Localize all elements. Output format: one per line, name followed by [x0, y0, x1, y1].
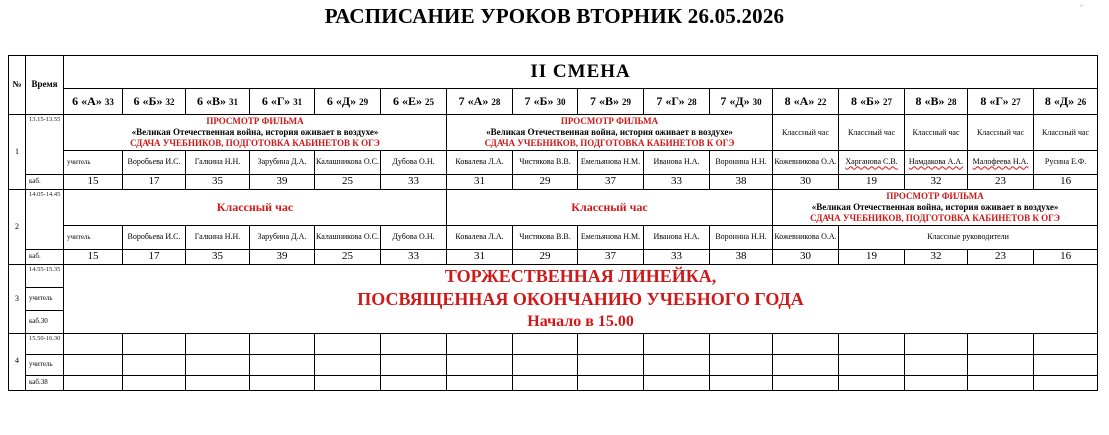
- teacher-label: учитель: [26, 354, 64, 375]
- lesson-number: 4: [9, 333, 26, 390]
- teacher-cell: Дубова О.Н.: [381, 226, 447, 250]
- class-room: 33: [104, 97, 114, 108]
- room-cell: 19: [839, 175, 905, 190]
- empty-cell: [513, 354, 578, 375]
- class-room: 27: [882, 97, 892, 108]
- empty-cell: [123, 333, 186, 354]
- class-name: 8 «А»: [784, 94, 815, 109]
- room-cell: 37: [578, 250, 644, 265]
- class-header: [381, 89, 447, 115]
- film-title: ПРОСМОТР ФИЛЬМА: [560, 115, 659, 126]
- room-cell: 15: [64, 175, 123, 190]
- teacher-cell: Воронина Н.Н.: [710, 151, 773, 175]
- ceremony-line-2: ПОСВЯЩЕННАЯ ОКОНЧАНИЮ УЧЕБНОГО ГОДА: [357, 289, 804, 310]
- room-label: каб.: [26, 175, 64, 190]
- empty-cell: [839, 333, 905, 354]
- room-cell: 19: [839, 250, 905, 265]
- empty-cell: [64, 375, 123, 390]
- empty-cell: [1034, 375, 1098, 390]
- class-name: 6 «Б»: [133, 94, 163, 109]
- class-leaders-cell: Классные руководители: [839, 226, 1098, 250]
- empty-cell: [250, 354, 315, 375]
- class-room: 29: [359, 97, 369, 108]
- film-name: «Великая Отечественная война, история оживает в воздухе»: [131, 126, 379, 137]
- empty-cell: [773, 375, 839, 390]
- empty-cell: [64, 333, 123, 354]
- empty-cell: [123, 375, 186, 390]
- empty-cell: [315, 375, 381, 390]
- teacher-cell: Зарубина Д.А.: [250, 151, 315, 175]
- empty-cell: [578, 375, 644, 390]
- class-name: 7 «Г»: [656, 94, 685, 109]
- teacher-cell: Галкина Н.Н.: [186, 226, 250, 250]
- teacher-cell: Малофеева Н.А.: [968, 151, 1034, 175]
- empty-cell: [381, 375, 447, 390]
- class-header: [186, 89, 250, 115]
- teacher-cell: Кожевникова О.А.: [773, 151, 839, 175]
- room-cell: 39: [250, 250, 315, 265]
- teacher-cell: Иванова Н.А.: [644, 226, 710, 250]
- class-name: 7 «В»: [589, 94, 619, 109]
- class-hour-cell: Классный час: [839, 115, 905, 151]
- empty-cell: [381, 354, 447, 375]
- schedule-table: [8, 55, 1098, 391]
- room-cell: 29: [513, 175, 578, 190]
- class-hour-block-6: Классный час: [64, 190, 447, 226]
- empty-cell: [905, 333, 968, 354]
- room-cell: 25: [315, 250, 381, 265]
- class-header: [968, 89, 1034, 115]
- class-header: [123, 89, 186, 115]
- ceremony-block: [64, 265, 1098, 334]
- class-name: 7 «Б»: [524, 94, 554, 109]
- shift-header: II СМЕНА: [64, 56, 1098, 89]
- class-room: 28: [491, 97, 501, 108]
- room-cell: 30: [773, 175, 839, 190]
- class-name: 8 «Б»: [851, 94, 880, 109]
- ceremony-line-1: ТОРЖЕСТВЕННАЯ ЛИНЕЙКА,: [444, 266, 717, 286]
- teacher-cell: Чистякова В.В.: [513, 151, 578, 175]
- room-cell: 25: [315, 175, 381, 190]
- room-cell: 39: [250, 175, 315, 190]
- lesson-time: 13.15-13.55: [26, 115, 64, 175]
- teacher-cell: Калашникова О.С.: [315, 226, 381, 250]
- teacher-cell: Калашникова О.С.: [315, 151, 381, 175]
- empty-cell: [968, 354, 1034, 375]
- class-name: 8 «В»: [915, 94, 945, 109]
- empty-cell: [839, 354, 905, 375]
- room-cell: 38: [710, 250, 773, 265]
- lesson-number: 3: [9, 265, 26, 334]
- empty-cell: [186, 375, 250, 390]
- film-event-7: [447, 115, 773, 151]
- teacher-cell: Намдакова А.А.: [905, 151, 968, 175]
- room-cell: 33: [381, 175, 447, 190]
- teacher-label: учитель: [64, 151, 123, 175]
- room-cell: 35: [186, 250, 250, 265]
- room-label: каб.: [26, 250, 64, 265]
- class-name: 6 «Д»: [326, 94, 357, 109]
- empty-cell: [447, 375, 513, 390]
- teacher-cell: Чистякова В.В.: [513, 226, 578, 250]
- class-room: 25: [425, 97, 434, 108]
- empty-cell: [1034, 333, 1098, 354]
- room-cell: 23: [968, 250, 1034, 265]
- class-name: 6 «Г»: [261, 94, 291, 109]
- class-header: [710, 89, 773, 115]
- room-label: каб.30: [26, 310, 64, 333]
- teacher-cell: Харганова С.В.: [839, 151, 905, 175]
- teacher-cell: Русина Е.Ф.: [1034, 151, 1098, 175]
- lesson-number: 2: [9, 190, 26, 265]
- room-label: каб.38: [26, 375, 64, 390]
- class-header: [513, 89, 578, 115]
- lesson-time: 15.50-16.30: [26, 333, 64, 354]
- room-cell: 32: [905, 175, 968, 190]
- film-name: «Великая Отечественная война, история оживает в воздухе»: [486, 126, 733, 137]
- empty-cell: [644, 375, 710, 390]
- ceremony-start: Начало в 15.00: [527, 312, 634, 330]
- room-cell: 16: [1034, 250, 1098, 265]
- teacher-cell: Иванова Н.А.: [644, 151, 710, 175]
- class-hour-cell: Классный час: [968, 115, 1034, 151]
- empty-cell: [186, 354, 250, 375]
- class-room: 31: [229, 97, 238, 108]
- empty-cell: [315, 333, 381, 354]
- class-room: 32: [165, 97, 175, 108]
- class-room: 28: [687, 97, 697, 108]
- class-room: 29: [622, 97, 631, 108]
- class-room: 27: [1011, 97, 1021, 108]
- empty-cell: [64, 354, 123, 375]
- teacher-cell: Воронина Н.Н.: [710, 226, 773, 250]
- class-hour-block-7: Классный час: [447, 190, 773, 226]
- film-task: СДАЧА УЧЕБНИКОВ, ПОДГОТОВКА КАБИНЕТОВ К ОГЭ: [484, 138, 735, 149]
- class-name: 6 «А»: [72, 94, 102, 109]
- empty-cell: [250, 375, 315, 390]
- teacher-cell: Емельянова Н.М.: [578, 226, 644, 250]
- empty-cell: [447, 354, 513, 375]
- room-cell: 35: [186, 175, 250, 190]
- room-cell: 33: [644, 250, 710, 265]
- teacher-label: учитель: [26, 287, 64, 310]
- class-hour-cell: Классный час: [905, 115, 968, 151]
- empty-cell: [968, 375, 1034, 390]
- room-cell: 17: [123, 175, 186, 190]
- empty-cell: [578, 354, 644, 375]
- teacher-cell: Емельянова Н.М.: [578, 151, 644, 175]
- class-name: 7 «Д»: [720, 94, 750, 109]
- film-task: СДАЧА УЧЕБНИКОВ, ПОДГОТОВКА КАБИНЕТОВ К ОГЭ: [810, 213, 1060, 224]
- room-cell: 31: [447, 175, 513, 190]
- film-event-8: [773, 190, 1098, 226]
- class-header: [250, 89, 315, 115]
- room-cell: 30: [773, 250, 839, 265]
- class-hour-cell: Классный час: [773, 115, 839, 151]
- empty-cell: [839, 375, 905, 390]
- teacher-cell: Кожевникова О.А.: [773, 226, 839, 250]
- room-cell: 29: [513, 250, 578, 265]
- empty-cell: [968, 333, 1034, 354]
- number-header: №: [9, 56, 26, 115]
- room-cell: 16: [1034, 175, 1098, 190]
- room-cell: 31: [447, 250, 513, 265]
- empty-cell: [1034, 354, 1098, 375]
- empty-cell: [773, 354, 839, 375]
- room-cell: 32: [905, 250, 968, 265]
- teacher-label: учитель: [64, 226, 123, 250]
- class-name: 6 «В»: [196, 94, 226, 109]
- class-hour-cell: Классный час: [1034, 115, 1098, 151]
- empty-cell: [710, 333, 773, 354]
- room-cell: 33: [644, 175, 710, 190]
- page-title: РАСПИСАНИЕ УРОКОВ ВТОРНИК 26.05.2026: [324, 4, 785, 28]
- film-task: СДАЧА УЧЕБНИКОВ, ПОДГОТОВКА КАБИНЕТОВ К ОГЭ: [130, 138, 380, 149]
- class-room: 26: [1077, 97, 1087, 108]
- class-name: 8 «Д»: [1044, 94, 1075, 109]
- empty-cell: [123, 354, 186, 375]
- class-header: [773, 89, 839, 115]
- class-room: 31: [293, 97, 303, 108]
- teacher-cell: Дубова О.Н.: [381, 151, 447, 175]
- class-name: 6 «Е»: [392, 94, 422, 109]
- empty-cell: [905, 354, 968, 375]
- empty-cell: [644, 354, 710, 375]
- empty-cell: [315, 354, 381, 375]
- empty-cell: [710, 375, 773, 390]
- class-header: [447, 89, 513, 115]
- room-cell: 23: [968, 175, 1034, 190]
- lesson-number: 1: [9, 115, 26, 190]
- class-header: [64, 89, 123, 115]
- room-cell: 37: [578, 175, 644, 190]
- teacher-cell: Ковалева Л.А.: [447, 151, 513, 175]
- empty-cell: [710, 354, 773, 375]
- room-cell: 38: [710, 175, 773, 190]
- film-title: ПРОСМОТР ФИЛЬМА: [886, 190, 984, 201]
- corner-mark: ⌐: [1079, 0, 1085, 10]
- time-header: Время: [26, 56, 64, 115]
- class-header: [1034, 89, 1098, 115]
- teacher-cell: Ковалева Л.А.: [447, 226, 513, 250]
- empty-cell: [644, 333, 710, 354]
- room-cell: 17: [123, 250, 186, 265]
- lesson-time: 14.05-14.45: [26, 190, 64, 250]
- class-header: [839, 89, 905, 115]
- lesson-time: 14.55-15.35: [26, 265, 64, 288]
- room-cell: 15: [64, 250, 123, 265]
- empty-cell: [513, 333, 578, 354]
- class-room: 30: [556, 97, 566, 108]
- class-room: 22: [817, 97, 827, 108]
- empty-cell: [905, 375, 968, 390]
- film-event-6: [64, 115, 447, 151]
- teacher-cell: Воробьева И.С.: [123, 151, 186, 175]
- class-header: [315, 89, 381, 115]
- class-name: 7 «А»: [458, 94, 489, 109]
- teacher-cell: Галкина Н.Н.: [186, 151, 250, 175]
- teacher-cell: Воробьева И.С.: [123, 226, 186, 250]
- empty-cell: [186, 333, 250, 354]
- class-header: [905, 89, 968, 115]
- class-header: [644, 89, 710, 115]
- empty-cell: [381, 333, 447, 354]
- empty-cell: [578, 333, 644, 354]
- film-title: ПРОСМОТР ФИЛЬМА: [206, 115, 304, 126]
- room-cell: 33: [381, 250, 447, 265]
- class-room: 28: [947, 97, 957, 108]
- empty-cell: [447, 333, 513, 354]
- film-name: «Великая Отечественная война, история оживает в воздухе»: [811, 201, 1059, 212]
- empty-cell: [513, 375, 578, 390]
- class-room: 30: [752, 97, 762, 108]
- class-header: [578, 89, 644, 115]
- empty-cell: [250, 333, 315, 354]
- teacher-cell: Зарубина Д.А.: [250, 226, 315, 250]
- empty-cell: [773, 333, 839, 354]
- class-name: 8 «Г»: [980, 94, 1009, 109]
